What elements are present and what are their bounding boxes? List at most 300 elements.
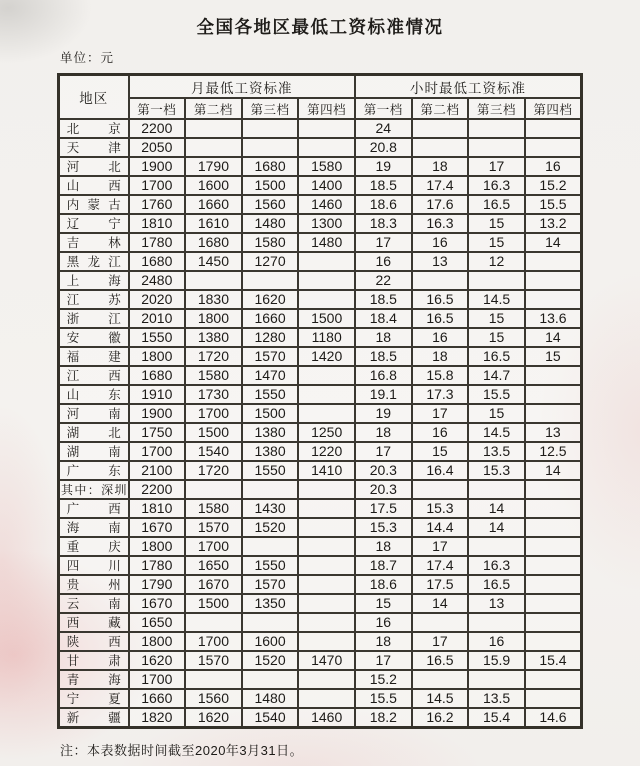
wage-value-cell [525,613,582,632]
region-cell [59,309,129,328]
wage-value-cell [412,670,469,689]
wage-value-cell: 1900 [129,157,186,176]
wage-value-cell [468,271,525,290]
table-row [59,670,582,689]
wage-value-cell [298,632,355,651]
region-cell [59,138,129,157]
wage-value-cell: 16.2 [412,708,469,728]
wage-value-cell: 15 [468,328,525,347]
hourly-tier2-header: 第二档 [412,98,469,119]
table-row [59,613,582,632]
wage-value-cell: 1620 [129,651,186,670]
wage-value-cell: 1650 [129,613,186,632]
wage-value-cell: 1580 [185,366,242,385]
wage-value-cell: 24 [355,119,412,138]
wage-value-cell: 1680 [242,157,299,176]
wage-value-cell: 1300 [298,214,355,233]
wage-value-cell: 15.2 [525,176,582,195]
region-name: 青海 [66,672,121,687]
wage-value-cell [298,252,355,271]
wage-value-cell: 1800 [129,537,186,556]
wage-value-cell: 16 [412,233,469,252]
wage-value-cell [185,613,242,632]
wage-value-cell: 17.5 [412,575,469,594]
table-header [59,75,582,120]
wage-value-cell [412,480,469,499]
table-row [59,499,582,518]
wage-value-cell: 16.5 [468,575,525,594]
table-row [59,575,582,594]
hourly-tier3-header: 第三档 [468,98,525,119]
region-name: 陕西 [66,634,121,649]
wage-value-cell [242,537,299,556]
wage-value-cell: 1500 [242,176,299,195]
wage-value-cell: 17.3 [412,385,469,404]
wage-value-cell [468,480,525,499]
wage-value-cell [468,670,525,689]
wage-value-cell: 12.5 [525,442,582,461]
wage-value-cell: 1570 [185,518,242,537]
wage-value-cell: 17.4 [412,556,469,575]
region-name: 湖北 [66,425,121,440]
wage-value-cell: 16.5 [412,290,469,309]
wage-value-cell: 1780 [129,233,186,252]
wage-value-cell [298,290,355,309]
table-row [59,290,582,309]
table-row [59,461,582,480]
wage-value-cell [468,119,525,138]
region-name: 云南 [66,596,121,611]
wage-value-cell: 1720 [185,347,242,366]
wage-value-cell [525,575,582,594]
wage-value-cell [412,271,469,290]
monthly-tier4-header: 第四档 [298,98,355,119]
wage-value-cell: 1470 [242,366,299,385]
table-row [59,404,582,423]
region-cell [59,157,129,176]
region-cell [59,708,129,728]
wage-value-cell [185,271,242,290]
wage-value-cell: 15.2 [355,670,412,689]
monthly-tier3-header: 第三档 [242,98,299,119]
minimum-wage-table [57,73,583,729]
wage-value-cell: 17 [355,651,412,670]
wage-value-cell: 17 [355,233,412,252]
wage-value-cell: 14.5 [468,290,525,309]
region-cell [59,556,129,575]
wage-value-cell: 1780 [129,556,186,575]
wage-value-cell: 2480 [129,271,186,290]
wage-value-cell: 16.3 [468,556,525,575]
monthly-group-header: 月最低工资标准 [129,75,356,99]
wage-value-cell: 1670 [129,594,186,613]
wage-value-cell: 19.1 [355,385,412,404]
region-cell [59,252,129,271]
wage-value-cell: 1500 [185,594,242,613]
wage-value-cell: 1550 [242,556,299,575]
wage-value-cell: 2050 [129,138,186,157]
wage-value-cell: 1810 [129,214,186,233]
wage-value-cell: 1910 [129,385,186,404]
hourly-tier4-header: 第四档 [525,98,582,119]
wage-value-cell: 15 [468,404,525,423]
wage-value-cell: 16 [468,632,525,651]
wage-value-cell: 2010 [129,309,186,328]
wage-value-cell: 1500 [185,423,242,442]
region-cell [59,119,129,138]
wage-value-cell [242,138,299,157]
wage-value-cell: 12 [468,252,525,271]
table-row [59,138,582,157]
wage-value-cell [298,556,355,575]
wage-value-cell: 1560 [185,689,242,708]
wage-value-cell: 15.5 [468,385,525,404]
region-cell [59,385,129,404]
wage-value-cell [525,689,582,708]
table-row [59,708,582,728]
table-row [59,195,582,214]
wage-value-cell: 15.4 [468,708,525,728]
region-name: 上海 [66,273,121,288]
wage-value-cell [412,613,469,632]
wage-value-cell: 1480 [242,689,299,708]
table-row [59,214,582,233]
unit-label: 单位：元 [60,51,115,65]
monthly-tier1-header: 第一档 [129,98,186,119]
wage-value-cell: 15 [468,214,525,233]
wage-value-cell: 1280 [242,328,299,347]
region-name: 新疆 [66,710,121,725]
region-name: 海南 [66,520,121,535]
wage-value-cell: 15.8 [412,366,469,385]
wage-value-cell: 18.4 [355,309,412,328]
wage-value-cell: 1570 [242,347,299,366]
region-cell [59,480,129,499]
region-cell [59,518,129,537]
wage-value-cell: 1660 [242,309,299,328]
wage-value-cell: 1270 [242,252,299,271]
wage-value-cell: 1600 [185,176,242,195]
table-row [59,366,582,385]
wage-value-cell: 1380 [242,442,299,461]
wage-value-cell: 20.3 [355,461,412,480]
wage-value-cell: 20.8 [355,138,412,157]
table-row [59,442,582,461]
wage-value-cell: 18.6 [355,195,412,214]
wage-value-cell: 16 [525,157,582,176]
wage-value-cell: 1380 [185,328,242,347]
wage-value-cell [525,556,582,575]
wage-value-cell [525,499,582,518]
wage-value-cell [525,290,582,309]
wage-value-cell: 15 [355,594,412,613]
wage-value-cell: 1610 [185,214,242,233]
wage-value-cell [242,670,299,689]
wage-value-cell [185,138,242,157]
wage-value-cell [298,366,355,385]
region-name: 内蒙古 [66,197,121,212]
wage-value-cell: 16.3 [468,176,525,195]
wage-value-cell [468,138,525,157]
wage-value-cell: 14 [468,499,525,518]
wage-value-cell: 1800 [129,632,186,651]
wage-value-cell: 19 [355,157,412,176]
region-name: 天津 [66,140,121,155]
wage-value-cell: 1380 [242,423,299,442]
region-cell [59,651,129,670]
tier-header-row [59,98,582,119]
region-name: 黑龙江 [66,254,121,269]
wage-value-cell [185,480,242,499]
wage-value-cell: 18.6 [355,575,412,594]
wage-value-cell [242,119,299,138]
wage-value-cell: 13.6 [525,309,582,328]
wage-value-cell [242,271,299,290]
region-name: 江西 [66,368,121,383]
table-row [59,651,582,670]
wage-value-cell: 2100 [129,461,186,480]
table-row [59,176,582,195]
wage-value-cell: 14.5 [468,423,525,442]
wage-value-cell: 14 [468,518,525,537]
region-name: 安徽 [66,330,121,345]
wage-value-cell: 17 [355,442,412,461]
wage-value-cell: 1750 [129,423,186,442]
wage-value-cell: 1580 [185,499,242,518]
region-cell [59,176,129,195]
wage-value-cell [525,138,582,157]
region-name: 湖南 [66,444,121,459]
region-name: 河南 [66,406,121,421]
table-row [59,594,582,613]
hourly-group-header: 小时最低工资标准 [355,75,582,99]
wage-value-cell: 14.4 [412,518,469,537]
wage-value-cell [298,537,355,556]
region-cell [59,613,129,632]
region-name: 西藏 [66,615,121,630]
wage-value-cell: 13.5 [468,689,525,708]
wage-value-cell: 16.4 [412,461,469,480]
wage-value-cell: 18.3 [355,214,412,233]
wage-value-cell: 13 [468,594,525,613]
region-name: 吉林 [66,235,121,250]
wage-value-cell: 1540 [242,708,299,728]
wage-value-cell [298,670,355,689]
region-name: 江苏 [66,292,121,307]
region-cell [59,290,129,309]
table-row [59,632,582,651]
wage-value-cell: 1470 [298,651,355,670]
group-header-row [59,75,582,99]
region-cell [59,404,129,423]
region-cell [59,689,129,708]
wage-value-cell [525,119,582,138]
wage-value-cell: 16.5 [468,347,525,366]
wage-value-cell: 1700 [129,176,186,195]
region-name: 山东 [66,387,121,402]
wage-value-cell [298,689,355,708]
region-name: 福建 [66,349,121,364]
wage-value-cell: 1580 [298,157,355,176]
wage-value-cell: 19 [355,404,412,423]
wage-value-cell [298,575,355,594]
region-name: 浙江 [66,311,121,326]
wage-value-cell: 17 [412,404,469,423]
wage-value-cell: 1700 [129,442,186,461]
wage-value-cell: 15.3 [412,499,469,518]
wage-value-cell [525,480,582,499]
wage-value-cell: 14 [525,328,582,347]
wage-value-cell: 18 [355,423,412,442]
region-name: 四川 [66,558,121,573]
table-row [59,309,582,328]
region-name: 广西 [66,501,121,516]
wage-value-cell: 17.5 [355,499,412,518]
wage-value-cell [298,594,355,613]
wage-value-cell: 1820 [129,708,186,728]
wage-value-cell: 1570 [242,575,299,594]
wage-value-cell: 15.4 [525,651,582,670]
table-row [59,271,582,290]
region-name: 其中：深圳 [61,482,127,497]
wage-value-cell: 1480 [298,233,355,252]
wage-value-cell: 17 [412,632,469,651]
table-row [59,537,582,556]
wage-value-cell: 1700 [185,404,242,423]
table-row [59,518,582,537]
wage-value-cell: 1700 [129,670,186,689]
wage-value-cell [298,518,355,537]
wage-value-cell: 17.6 [412,195,469,214]
wage-value-cell: 1800 [185,309,242,328]
region-cell [59,328,129,347]
hourly-tier1-header: 第一档 [355,98,412,119]
wage-value-cell: 1670 [129,518,186,537]
wage-value-cell: 16 [355,252,412,271]
wage-value-cell: 1760 [129,195,186,214]
table-row [59,480,582,499]
wage-value-cell: 1550 [242,461,299,480]
wage-value-cell: 17.4 [412,176,469,195]
wage-value-cell: 16 [412,423,469,442]
wage-value-cell: 1560 [242,195,299,214]
wage-value-cell: 14.7 [468,366,525,385]
wage-value-cell [525,594,582,613]
wage-value-cell: 1600 [242,632,299,651]
wage-value-cell: 1180 [298,328,355,347]
wage-value-cell: 15 [468,233,525,252]
footnote: 注：本表数据时间截至2020年3月31日。 [60,743,304,758]
wage-value-cell: 18.5 [355,290,412,309]
wage-value-cell: 1680 [185,233,242,252]
wage-value-cell: 13 [525,423,582,442]
region-cell [59,347,129,366]
wage-value-cell: 16.5 [412,309,469,328]
table-row [59,233,582,252]
region-name: 辽宁 [66,216,121,231]
wage-value-cell [525,518,582,537]
wage-value-cell: 1730 [185,385,242,404]
wage-value-cell: 13 [412,252,469,271]
region-cell [59,271,129,290]
wage-value-cell: 1480 [242,214,299,233]
region-name: 重庆 [66,539,121,554]
wage-value-cell: 1410 [298,461,355,480]
wage-value-cell [298,119,355,138]
wage-value-cell [468,537,525,556]
wage-value-cell: 1460 [298,708,355,728]
wage-value-cell [298,138,355,157]
wage-value-cell: 16.8 [355,366,412,385]
wage-value-cell: 1250 [298,423,355,442]
wage-value-cell: 18 [355,632,412,651]
wage-value-cell: 1550 [129,328,186,347]
wage-value-cell: 1800 [129,347,186,366]
monthly-tier2-header: 第二档 [185,98,242,119]
table-row [59,385,582,404]
wage-value-cell: 1540 [185,442,242,461]
wage-value-cell [412,138,469,157]
wage-value-cell [525,271,582,290]
wage-value-cell: 1700 [185,632,242,651]
wage-value-cell: 15.5 [525,195,582,214]
region-name: 河北 [66,159,121,174]
wage-value-cell [298,385,355,404]
wage-value-cell [412,119,469,138]
wage-value-cell: 18 [412,347,469,366]
region-name: 北京 [66,121,121,136]
wage-value-cell: 15.9 [468,651,525,670]
region-cell [59,594,129,613]
wage-value-cell: 1830 [185,290,242,309]
wage-value-cell [525,670,582,689]
wage-value-cell [242,480,299,499]
wage-value-cell [525,385,582,404]
wage-value-cell [298,271,355,290]
wage-value-cell: 16.5 [412,651,469,670]
region-name: 宁夏 [66,691,121,706]
wage-value-cell [185,670,242,689]
wage-value-cell: 1670 [185,575,242,594]
wage-value-cell: 2200 [129,480,186,499]
table-row [59,556,582,575]
wage-value-cell: 1660 [129,689,186,708]
wage-value-cell: 14.6 [525,708,582,728]
wage-value-cell: 1790 [185,157,242,176]
wage-value-cell: 1570 [185,651,242,670]
wage-value-cell: 1720 [185,461,242,480]
page-title: 全国各地区最低工资标准情况 [196,17,444,37]
wage-value-cell: 18.5 [355,176,412,195]
wage-value-cell: 1900 [129,404,186,423]
wage-value-cell: 15 [468,309,525,328]
table-row [59,119,582,138]
wage-value-cell: 1620 [185,708,242,728]
wage-value-cell: 1810 [129,499,186,518]
region-column-header: 地区 [59,75,129,120]
wage-value-cell [185,119,242,138]
table-row [59,347,582,366]
region-cell [59,214,129,233]
region-cell [59,442,129,461]
wage-value-cell: 15.3 [468,461,525,480]
region-name: 甘肃 [66,653,121,668]
wage-value-cell: 1430 [242,499,299,518]
wage-value-cell: 15 [525,347,582,366]
wage-value-cell: 18.5 [355,347,412,366]
wage-value-cell: 14 [525,233,582,252]
region-cell [59,575,129,594]
